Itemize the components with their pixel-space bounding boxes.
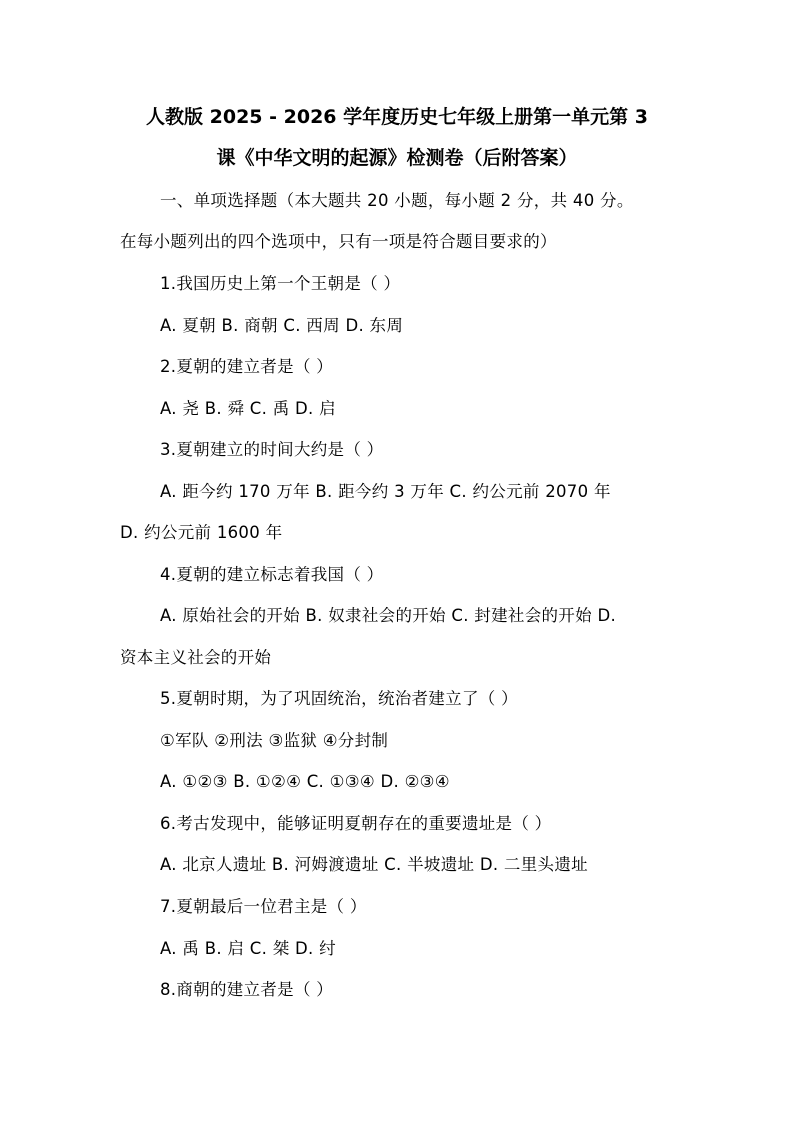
- question-5-items: ①军队 ②刑法 ③监狱 ④分封制: [160, 731, 389, 750]
- document-title-line-1: 人教版 2025 - 2026 学年度历史七年级上册第一单元第 3: [146, 106, 648, 128]
- question-4-options-line-1: A. 原始社会的开始 B. 奴隶社会的开始 C. 封建社会的开始 D.: [160, 606, 616, 625]
- question-3-stem: 3.夏朝建立的时间大约是（ ）: [160, 440, 384, 459]
- section-header-line-2: 在每小题列出的四个选项中，只有一项是符合题目要求的）: [120, 232, 557, 251]
- question-1-stem: 1.我国历史上第一个王朝是（ ）: [160, 274, 401, 293]
- question-3-options-line-1: A. 距今约 170 万年 B. 距今约 3 万年 C. 约公元前 2070 年: [160, 482, 611, 501]
- question-2-options: A. 尧 B. 舜 C. 禹 D. 启: [160, 399, 336, 418]
- question-6-options: A. 北京人遗址 B. 河姆渡遗址 C. 半坡遗址 D. 二里头遗址: [160, 855, 588, 874]
- question-4-stem: 4.夏朝的建立标志着我国（ ）: [160, 565, 384, 584]
- document-title-line-2: 课《中华文明的起源》检测卷（后附答案）: [216, 147, 578, 169]
- question-5-stem: 5.夏朝时期，为了巩固统治，统治者建立了（ ）: [160, 689, 518, 708]
- question-3-options-line-2: D. 约公元前 1600 年: [120, 523, 283, 542]
- question-8-stem: 8.商朝的建立者是（ ）: [160, 980, 334, 999]
- question-4-options-line-2: 资本主义社会的开始: [120, 648, 272, 667]
- question-7-options: A. 禹 B. 启 C. 桀 D. 纣: [160, 939, 336, 958]
- question-7-stem: 7.夏朝最后一位君主是（ ）: [160, 897, 367, 916]
- question-1-options: A. 夏朝 B. 商朝 C. 西周 D. 东周: [160, 316, 404, 335]
- question-6-stem: 6.考古发现中，能够证明夏朝存在的重要遗址是（ ）: [160, 814, 552, 833]
- section-header-line-1: 一、单项选择题（本大题共 20 小题，每小题 2 分，共 40 分。: [160, 191, 634, 210]
- question-2-stem: 2.夏朝的建立者是（ ）: [160, 357, 334, 376]
- question-5-options: A. ①②③ B. ①②④ C. ①③④ D. ②③④: [160, 772, 450, 791]
